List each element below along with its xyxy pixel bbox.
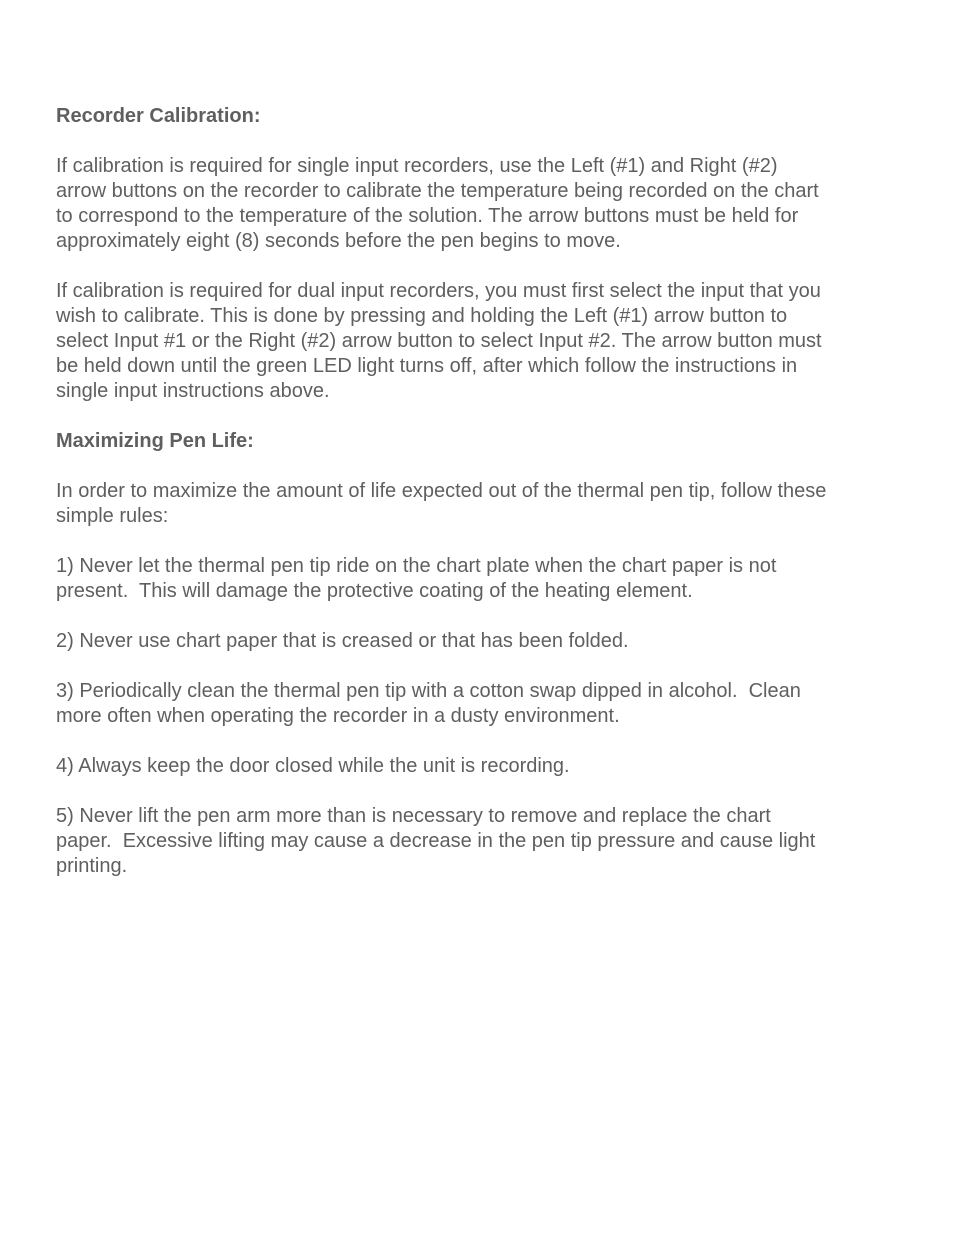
rule-item-4 xyxy=(56,754,916,779)
text-line: If calibration is required for dual input recorders, you must first select the input that you xyxy=(56,280,821,302)
section-heading: Maximizing Pen Life: xyxy=(56,430,254,452)
text-line: printing. xyxy=(56,855,128,877)
rule-item-2 xyxy=(56,629,916,654)
rule-item-5 xyxy=(56,804,916,879)
text-line: wish to calibrate. This is done by pressing and holding the Left (#1) arrow button to xyxy=(56,305,788,327)
text-line: single input instructions above. xyxy=(56,380,330,402)
section-maximizing-pen-life xyxy=(56,429,916,879)
text-line: 2) Never use chart paper that is creased or that has been folded. xyxy=(56,630,629,652)
text-line: be held down until the green LED light turns off, after which follow the instructions in xyxy=(56,355,798,377)
section-recorder-calibration xyxy=(56,104,916,404)
section-heading: Recorder Calibration: xyxy=(56,105,261,127)
text-line: 3) Periodically clean the thermal pen tip with a cotton swap dipped in alcohol. Clean xyxy=(56,680,801,702)
document-page xyxy=(56,104,916,904)
text-line: 1) Never let the thermal pen tip ride on the chart plate when the chart paper is not xyxy=(56,555,777,577)
text-line: present. This will damage the protective coating of the heating element. xyxy=(56,580,693,602)
text-line: If calibration is required for single input recorders, use the Left (#1) and Right (#2) xyxy=(56,155,778,177)
paragraph-intro xyxy=(56,479,916,529)
paragraph-single-input-calibration xyxy=(56,154,916,254)
text-line: paper. Excessive lifting may cause a decrease in the pen tip pressure and cause light xyxy=(56,830,816,852)
text-line: In order to maximize the amount of life expected out of the thermal pen tip, follow these xyxy=(56,480,827,502)
text-line: 5) Never lift the pen arm more than is necessary to remove and replace the chart xyxy=(56,805,771,827)
text-line: approximately eight (8) seconds before the pen begins to move. xyxy=(56,230,621,252)
text-line: 4) Always keep the door closed while the unit is recording. xyxy=(56,755,570,777)
paragraph-dual-input-calibration xyxy=(56,279,916,404)
text-line: arrow buttons on the recorder to calibrate the temperature being recorded on the chart xyxy=(56,180,819,202)
text-line: simple rules: xyxy=(56,505,169,527)
rule-item-3 xyxy=(56,679,916,729)
text-line: to correspond to the temperature of the solution. The arrow buttons must be held for xyxy=(56,205,799,227)
rule-item-1 xyxy=(56,554,916,604)
text-line: more often when operating the recorder in a dusty environment. xyxy=(56,705,620,727)
text-line: select Input #1 or the Right (#2) arrow button to select Input #2. The arrow button must xyxy=(56,330,822,352)
